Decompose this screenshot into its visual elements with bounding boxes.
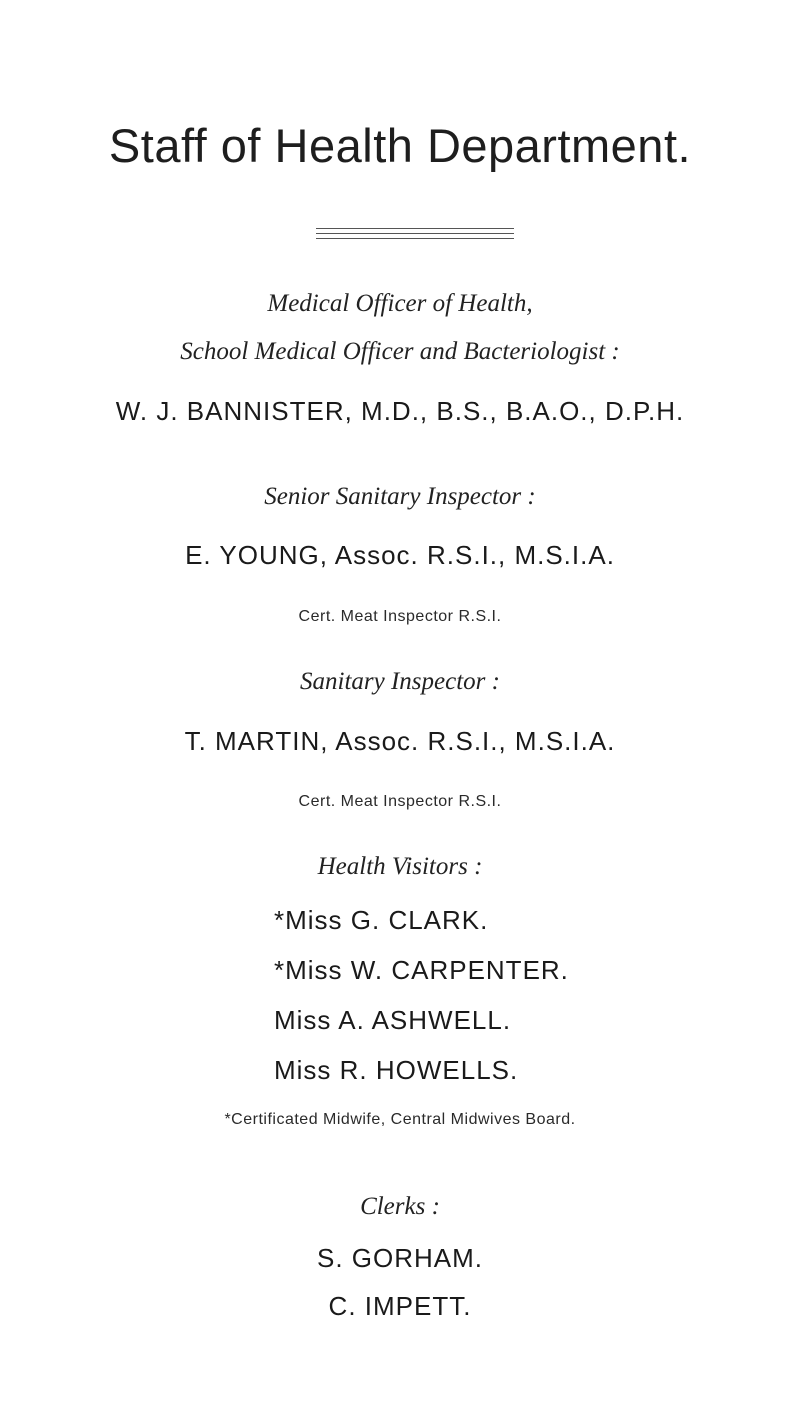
inspector-note: Cert. Meat Inspector R.S.I. bbox=[298, 793, 502, 810]
inspector-heading: Sanitary Inspector : bbox=[300, 668, 500, 695]
clerks-heading: Clerks : bbox=[360, 1193, 440, 1220]
senior-inspector-heading: Senior Sanitary Inspector : bbox=[264, 483, 536, 510]
health-visitor-name: *Miss G. CLARK. bbox=[274, 905, 489, 935]
health-visitor-name: Miss R. HOWELLS. bbox=[274, 1055, 519, 1085]
senior-inspector-note: Cert. Meat Inspector R.S.I. bbox=[298, 608, 502, 625]
health-visitor-name: *Miss W. CARPENTER. bbox=[274, 955, 569, 985]
moh-heading-line1: Medical Officer of Health, bbox=[267, 290, 533, 317]
health-visitor-name: Miss A. ASHWELL. bbox=[274, 1005, 512, 1035]
clerk-name: C. IMPETT. bbox=[328, 1291, 472, 1321]
health-visitors-heading: Health Visitors : bbox=[317, 853, 483, 880]
clerk-name: S. GORHAM. bbox=[316, 1243, 483, 1273]
health-visitors-footnote: *Certificated Midwife, Central Midwives Board. bbox=[224, 1111, 576, 1128]
moh-name: W. J. BANNISTER, M.D., B.S., B.A.O., D.P.H. bbox=[115, 396, 685, 426]
title-rule-middle bbox=[316, 233, 514, 234]
title-rule-top bbox=[316, 228, 514, 229]
moh-heading-line2: School Medical Officer and Bacteriologist : bbox=[180, 338, 620, 365]
title-rule-bottom bbox=[316, 238, 514, 239]
senior-inspector-name: E. YOUNG, Assoc. R.S.I., M.S.I.A. bbox=[185, 540, 615, 570]
page-title: Staff of Health Department. bbox=[108, 119, 692, 172]
inspector-name: T. MARTIN, Assoc. R.S.I., M.S.I.A. bbox=[184, 726, 616, 756]
